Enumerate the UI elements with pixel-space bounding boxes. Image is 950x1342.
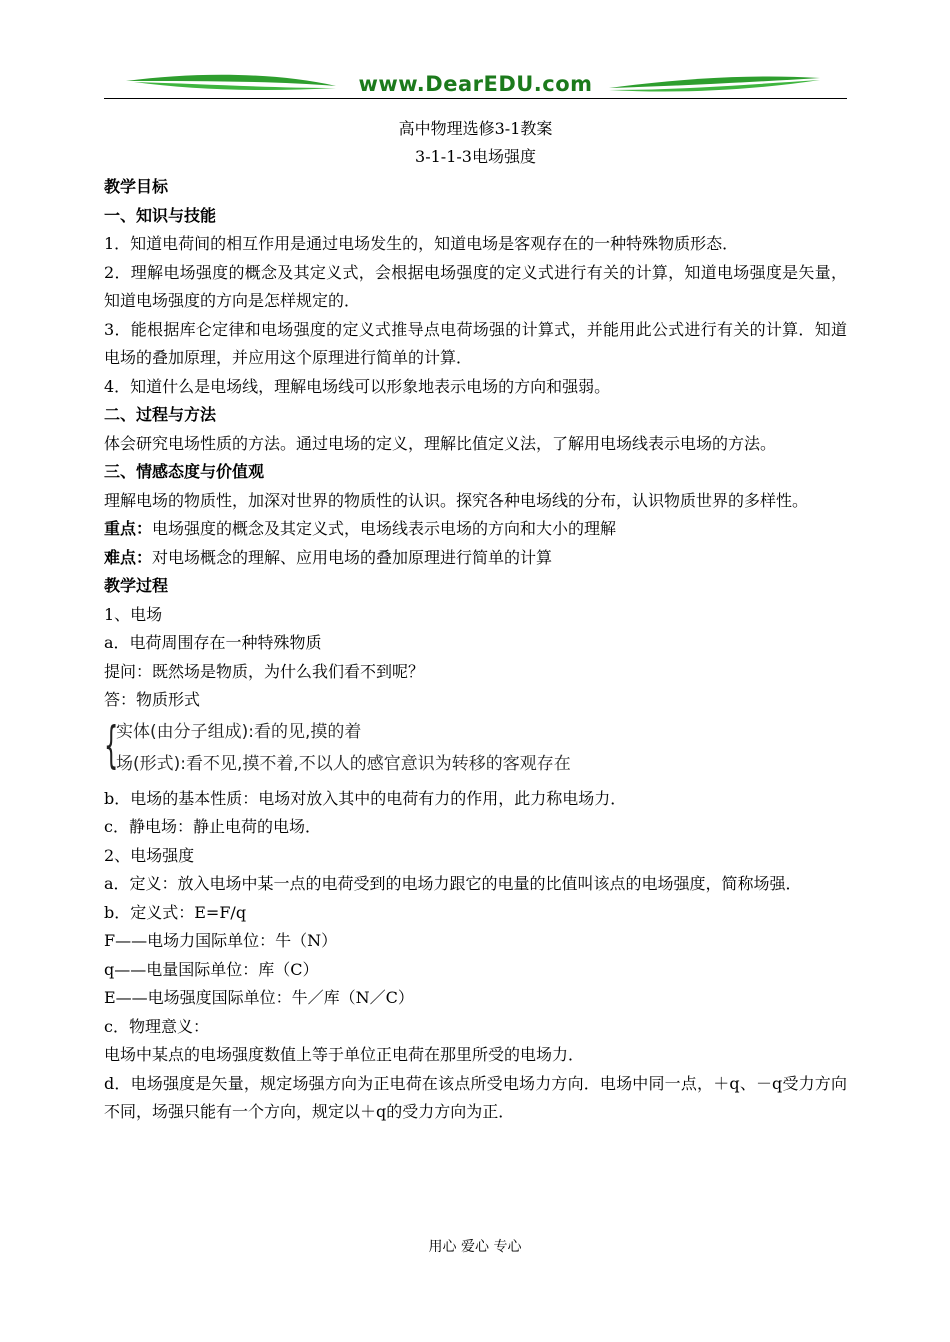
key-point: [104, 515, 847, 544]
handwritten-note: [104, 715, 847, 779]
unit-line: F——电场力国际单位：牛（N）: [104, 931, 338, 950]
unit-line: E——电场强度国际单位：牛／库（N／C）: [104, 988, 414, 1007]
objectives-heading: 教学目标: [104, 177, 169, 196]
paragraph: b．电场的基本性质：电场对放入其中的电荷有力的作用，此力称电场力．: [104, 788, 627, 808]
paragraph: a．定义：放入电场中某一点的电荷受到的电场力跟它的电量的比值叫该点的电场强度，简称场强．: [104, 874, 802, 893]
paragraph: d．电场强度是矢量，规定场强方向为正电荷在该点所受电场力方向．电场中同一点，＋q、－q受力方向不同，场强只能有一个方向，规定以＋q的受力方向为正．: [104, 1073, 847, 1121]
key-point-label: 重点：: [104, 519, 153, 538]
handwritten-line: 实体(由分子组成):看的见,摸的着: [116, 721, 362, 742]
brace-icon: {: [104, 715, 119, 774]
knowledge-item: 2．理解电场强度的概念及其定义式，会根据电场强度的定义式进行有关的计算，知道电场强度是矢量，知道电场强度的方向是怎样规定的．: [104, 262, 847, 310]
knowledge-item: 4．知道什么是电场线，理解电场线可以形象地表示电场的方向和强弱。: [104, 376, 611, 396]
section-heading: 2、电场强度: [104, 845, 195, 865]
page-footer: 用心 爱心 专心: [428, 1239, 522, 1255]
paragraph: 电场中某点的电场强度数值上等于单位正电荷在那里所受的电场力．: [104, 1045, 585, 1064]
section-heading: 1、电场: [104, 604, 163, 624]
logo-text: www.DearEDU.com: [358, 72, 593, 96]
paragraph: c．静电场：静止电荷的电场．: [104, 817, 321, 836]
difficulty-label: 难点：: [104, 547, 153, 567]
question: 提问：既然场是物质，为什么我们看不到呢？: [104, 661, 425, 681]
knowledge-item: 1．知道电荷间的相互作用是通过电场发生的，知道电场是客观存在的一种特殊物质形态．: [104, 234, 739, 253]
process-heading: 二、过程与方法: [104, 405, 217, 424]
header-divider: [104, 98, 847, 99]
paragraph: c．物理意义：: [104, 1016, 209, 1036]
attitude-heading: 三、情感态度与价值观: [104, 462, 265, 481]
handwritten-line: 场(形式):看不见,摸不着,不以人的感官意识为转移的客观存在: [116, 753, 571, 774]
lesson-title: 3-1-1-3电场强度: [415, 147, 536, 166]
document-body: [104, 115, 847, 1127]
course-title: 高中物理选修3-1教案: [398, 119, 553, 138]
answer: 答：物质形式: [104, 690, 201, 709]
knowledge-item: 3．能根据库仑定律和电场强度的定义式推导点电荷场强的计算式，并能用此公式进行有关的计算．知道电场的叠加原理，并应用这个原理进行简单的计算．: [104, 319, 847, 367]
difficulty-text: 对电场概念的理解、应用电场的叠加原理进行简单的计算: [152, 547, 553, 567]
paragraph: a．电荷周围存在一种特殊物质: [104, 633, 322, 652]
process-text: 体会研究电场性质的方法。通过电场的定义，理解比值定义法，了解用电场线表示电场的方法。: [104, 433, 777, 453]
teaching-heading: 教学过程: [104, 576, 169, 595]
knowledge-heading: 一、知识与技能: [104, 205, 217, 225]
unit-line: q——电量国际单位：库（C）: [104, 959, 319, 979]
attitude-text: 理解电场的物质性，加深对世界的物质性的认识。探究各种电场线的分布，认识物质世界的多样性。: [104, 490, 809, 510]
difficulty: [104, 544, 847, 573]
paragraph: b．定义式：E=F/q: [104, 902, 247, 922]
key-point-text: 电场强度的概念及其定义式，电场线表示电场的方向和大小的理解: [152, 519, 617, 538]
